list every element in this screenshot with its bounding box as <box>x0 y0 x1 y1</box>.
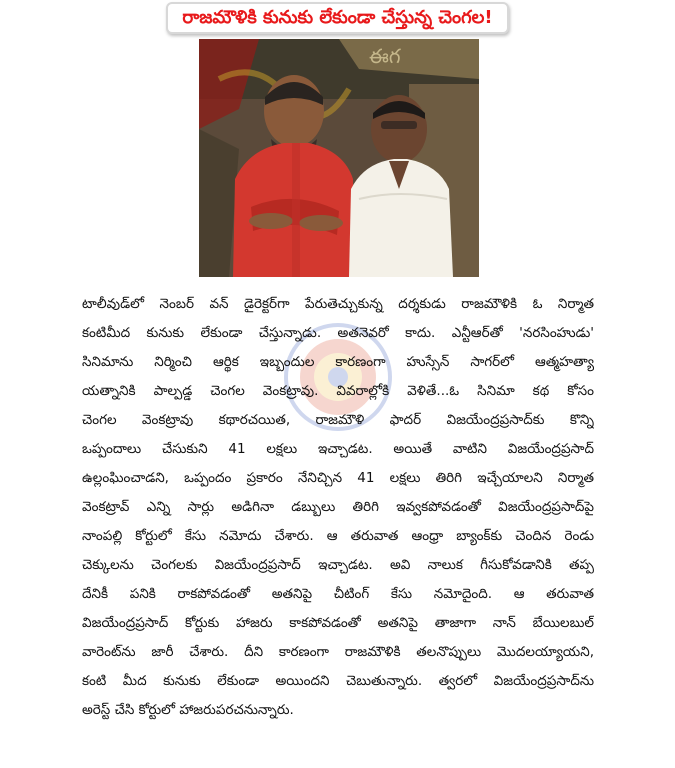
article-line: దేనికీ పనికి రాకపోవడంతో అతనిపై చీటింగ్ కేసు నమోదైంది. ఆ తరువాత <box>82 586 594 602</box>
article-line: చెంగల వెంకట్రావు కథారచయిత, రాజమౌళి ఫాదర్ విజయేంద్రప్రసాద్‌కు కొన్ని <box>82 412 594 428</box>
article-line: విజయేంద్రప్రసాద్ కోర్టుకు హాజరు కాకపోవడంతో అతనిపై తాజాగా నాన్ బేయిలబుల్ <box>82 615 594 631</box>
article-line: టాలీవుడ్‌లో నెంబర్ వన్ డైరెక్టర్‌గా పేరుతెచ్చుకున్న దర్శకుడు రాజమౌళికి ఓ నిర్మాత <box>82 296 594 312</box>
article-line: వెంకట్రావ్ ఎన్ని సార్లు అడిగినా డబ్బులు తిరిగి ఇవ్వకపోవడంతో విజయేంద్రప్రసాద్‌పై <box>82 499 594 515</box>
article-body <box>82 290 594 725</box>
headline-container <box>0 0 675 34</box>
article-line: సినిమాను నిర్మించి ఆర్థిక ఇబ్బందుల కారణంగా హుస్సేన్ సాగర్‌లో ఆత్మహత్యా <box>82 354 594 370</box>
svg-text:ఈగ: ఈగ <box>369 44 401 68</box>
article-line: ఒప్పందాలు చేసుకుని 41 లక్షలు ఇచ్చాడట. అయితే వాటిని విజయేంద్రప్రసాద్ <box>82 441 594 457</box>
article-line: ఉల్లంఘించాడని, ఒప్పందం ప్రకారం నేనిచ్చిన 41 లక్షలు తిరిగి ఇచ్చేయాలని నిర్మాత <box>82 470 594 486</box>
article-headline: రాజమౌళికి కునుకు లేకుండా చేస్తున్న చెంగల! <box>166 2 508 34</box>
article-line: కంటి మీద కునుకు లేకుండా అయిందని చెబుతున్నారు. త్వరలో విజయేంద్రప్రసాద్‌ను <box>82 673 594 689</box>
article-line: యత్నానికి పాల్పడ్డ చెంగల వెంకట్రావు. వివరాల్లోకి వెళితే...ఓ సినిమా కథ కోసం <box>82 383 594 399</box>
article-line: అరెస్ట్ చేసి కోర్టులో హాజరుపరచనున్నారు. <box>82 702 294 718</box>
article-line: చెక్కులను చెంగలకు విజయేంద్రప్రసాద్ ఇచ్చాడట. అవి నాలుక గీసుకోవడానికి తప్ప <box>82 557 594 573</box>
article-line: నాంపల్లి కోర్టులో కేసు నమోదు చేశారు. ఆ తరువాత ఆంధ్రా బ్యాంక్‌కు చెందిన రెండు <box>82 528 594 544</box>
article-line: వారెంట్‌ను జారీ చేశారు. దీని కారణంగా రాజమౌళికి తలనొప్పులు మొదలయ్యాయని, <box>82 644 594 660</box>
article-line: కంటిమీద కునుకు లేకుండా చేస్తున్నాడు. అతనెవరో కాదు. ఎన్టీఆర్‌తో 'నరసింహుడు' <box>82 325 594 341</box>
article-photo <box>199 39 479 277</box>
